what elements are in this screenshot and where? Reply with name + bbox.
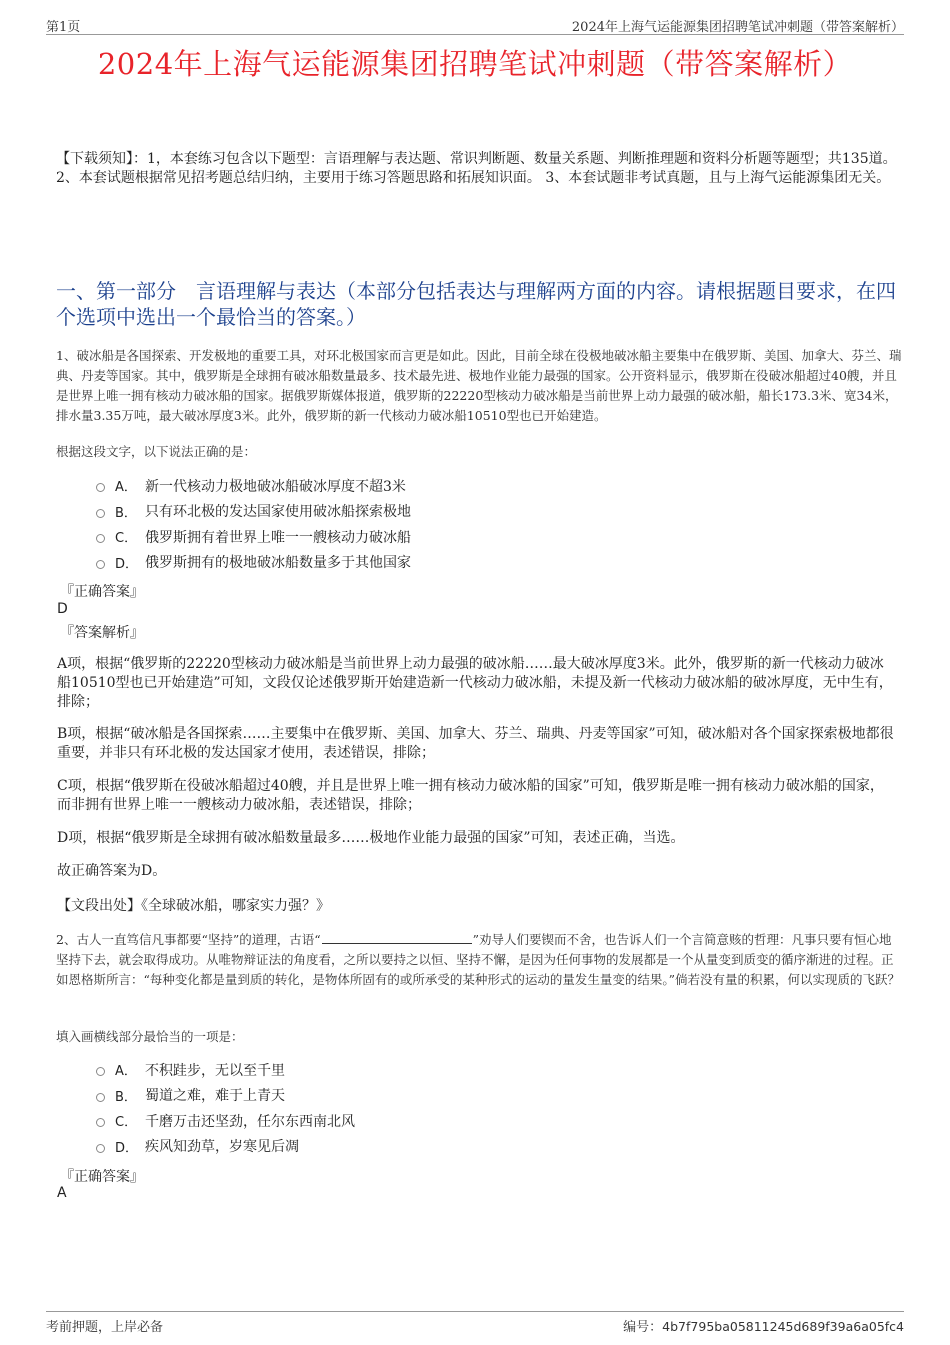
page-title: 2024年上海气运能源集团招聘笔试冲刺题（带答案解析）: [97, 47, 853, 81]
question-1-option-d[interactable]: [96, 550, 796, 576]
analysis-paragraph-c: C项，根据“俄罗斯在役破冰船超过40艘，并且是世界上唯一拥有核动力破冰船的国家”可知，俄罗斯是唯一拥有核动力破冰船的国家，而非拥有世界上唯一一艘核动力破冰船，表述错误，排除；: [57, 778, 884, 813]
question-1-analysis-label: 『答案解析』: [60, 625, 144, 641]
question-1-text: 1、破冰船是各国探索、开发极地的重要工具，对环北极国家而言更是如此。因此，目前全球在役极地破冰船主要集中在俄罗斯、美国、加拿大、芬兰、瑞典、丹麦等国家。其中，俄罗斯是全球拥有破冰船数量最多、技术最先进、极地作业能力最强的国家。公开资料显示，俄罗斯在役破冰船超过40艘，并且是世界上唯一拥有核动力破冰船的国家。据俄罗斯媒体报道，俄罗斯的22220型核动力破冰船是当前世界上动力最强的破冰船，船长173.3米、宽34米，排水量3.35万吨，最大破冰厚度3米。此外，俄罗斯的新一代核动力破冰船10510型也已开始建造。: [56, 348, 902, 423]
footer-code: [623, 1316, 904, 1335]
page-footer: [46, 1311, 904, 1335]
radio-icon[interactable]: [96, 509, 105, 518]
option-text: 蜀道之难，难于上青天: [145, 1088, 285, 1105]
question-2-answer: A: [57, 1185, 67, 1201]
question-2-options: [96, 1057, 796, 1159]
footer-code-label: 编号：: [623, 1320, 663, 1335]
analysis-conclusion: 故正确答案为D。: [57, 863, 167, 879]
radio-icon[interactable]: [96, 1118, 105, 1127]
analysis-paragraph-a: A项，根据“俄罗斯的22220型核动力破冰船是当前世界上动力最强的破冰船……最大破冰厚度3米。此外，俄罗斯的新一代核动力破冰船10510型也已开始建造”可知，文段仅论述俄罗斯开始建造新一代核动力破冰船，未提及新一代核动力破冰船的破冰厚度，无中生有，排除；: [57, 656, 893, 710]
option-text: 俄罗斯拥有的极地破冰船数量多于其他国家: [145, 555, 411, 572]
option-text: 新一代核动力极地破冰船破冰厚度不超3米: [145, 478, 406, 495]
question-1-prompt: 根据这段文字，以下说法正确的是：: [56, 444, 257, 459]
radio-icon[interactable]: [96, 560, 105, 569]
question-2-text-after: ”劝导人们要锲而不舍，也告诉人们一个言简意赅的哲理：凡事只要有恒心地坚持下去，就会取得成功。从唯物辩证法的角度看，之所以要持之以恒、坚持不懈，是因为任何事物的发展都是一个从量变到质变的循序渐进的过程。正如恩格斯所言：“每种变化都是量到质的转化，是物体所固有的或所承受的某种形式的运动的量发生量变的结果。”倘若没有量的积累，何以实现质的飞跃？: [56, 932, 901, 987]
analysis-paragraph-d: D项，根据“俄罗斯是全球拥有破冰船数量最多……极地作业能力最强的国家”可知，表述正确，当选。: [57, 830, 685, 846]
radio-icon[interactable]: [96, 1093, 105, 1102]
option-text: 不积跬步，无以至千里: [145, 1062, 285, 1079]
option-letter: A．: [115, 1064, 137, 1080]
option-letter: C．: [115, 1115, 138, 1131]
question-2-text-before: 2、古人一直笃信凡事都要“坚持”的道理，古语“: [56, 932, 321, 947]
question-2-option-c[interactable]: [96, 1108, 796, 1134]
option-text: 疾风知劲草，岁寒见后凋: [145, 1139, 299, 1156]
option-letter: B．: [115, 505, 137, 521]
option-text: 只有环北极的发达国家使用破冰船探索极地: [145, 504, 411, 521]
question-2-prompt: 填入画横线部分最恰当的一项是：: [56, 1029, 244, 1044]
question-1-option-b[interactable]: [96, 499, 796, 525]
fill-in-blank: [322, 931, 472, 944]
question-1-options: [96, 473, 796, 575]
footer-code-value: 4b7f795ba05811245d689f39a6a05fc4: [662, 1319, 904, 1334]
radio-icon[interactable]: [96, 1067, 105, 1076]
question-1-option-a[interactable]: [96, 473, 796, 499]
analysis-paragraph-b: B项，根据“破冰船是各国探索……主要集中在俄罗斯、美国、加拿大、芬兰、瑞典、丹麦等国家”可知，破冰船对各个国家探索极地都很重要，并非只有环北极的发达国家才使用，表述错误，排除；: [57, 726, 894, 761]
question-2-option-d[interactable]: [96, 1134, 796, 1160]
page-header: [46, 14, 904, 35]
header-doc-title: 2024年上海气运能源集团招聘笔试冲刺题（带答案解析）: [571, 20, 904, 35]
radio-icon[interactable]: [96, 1144, 105, 1153]
question-1-answer: D: [57, 601, 68, 617]
question-2-answer-label: 『正确答案』: [60, 1169, 144, 1185]
option-letter: B．: [115, 1089, 137, 1105]
footer-slogan: 考前押题，上岸必备: [46, 1320, 164, 1335]
question-2-option-b[interactable]: [96, 1083, 796, 1109]
question-2-text: [56, 930, 904, 990]
option-letter: D．: [115, 1140, 139, 1156]
question-1-option-c[interactable]: [96, 524, 796, 550]
option-letter: C．: [115, 531, 138, 547]
option-letter: A．: [115, 480, 137, 496]
option-text: 千磨万击还坚劲，任尔东西南北风: [145, 1113, 355, 1130]
radio-icon[interactable]: [96, 534, 105, 543]
page-number: 第1页: [46, 20, 81, 35]
option-text: 俄罗斯拥有着世界上唯一一艘核动力破冰船: [145, 529, 411, 546]
question-2-option-a[interactable]: [96, 1057, 796, 1083]
question-1-source: 【文段出处】《全球破冰船，哪家实力强？》: [57, 898, 330, 914]
download-notice: 【下载须知】：1，本套练习包含以下题型：言语理解与表达题、常识判断题、数量关系题、判断推理题和资料分析题等题型；共135道。 2、本套试题根据常见招考题总结归纳，主要用于练习答题思路和拓展知识面。 3、本套试题非考试真题，且与上海气运能源集团无关。: [56, 151, 897, 186]
radio-icon[interactable]: [96, 483, 105, 492]
section-heading: 一、第一部分 言语理解与表达（本部分包括表达与理解两方面的内容。请根据题目要求，在四个选项中选出一个最恰当的答案。）: [56, 279, 896, 329]
option-letter: D．: [115, 556, 139, 572]
question-1-answer-label: 『正确答案』: [60, 584, 144, 600]
